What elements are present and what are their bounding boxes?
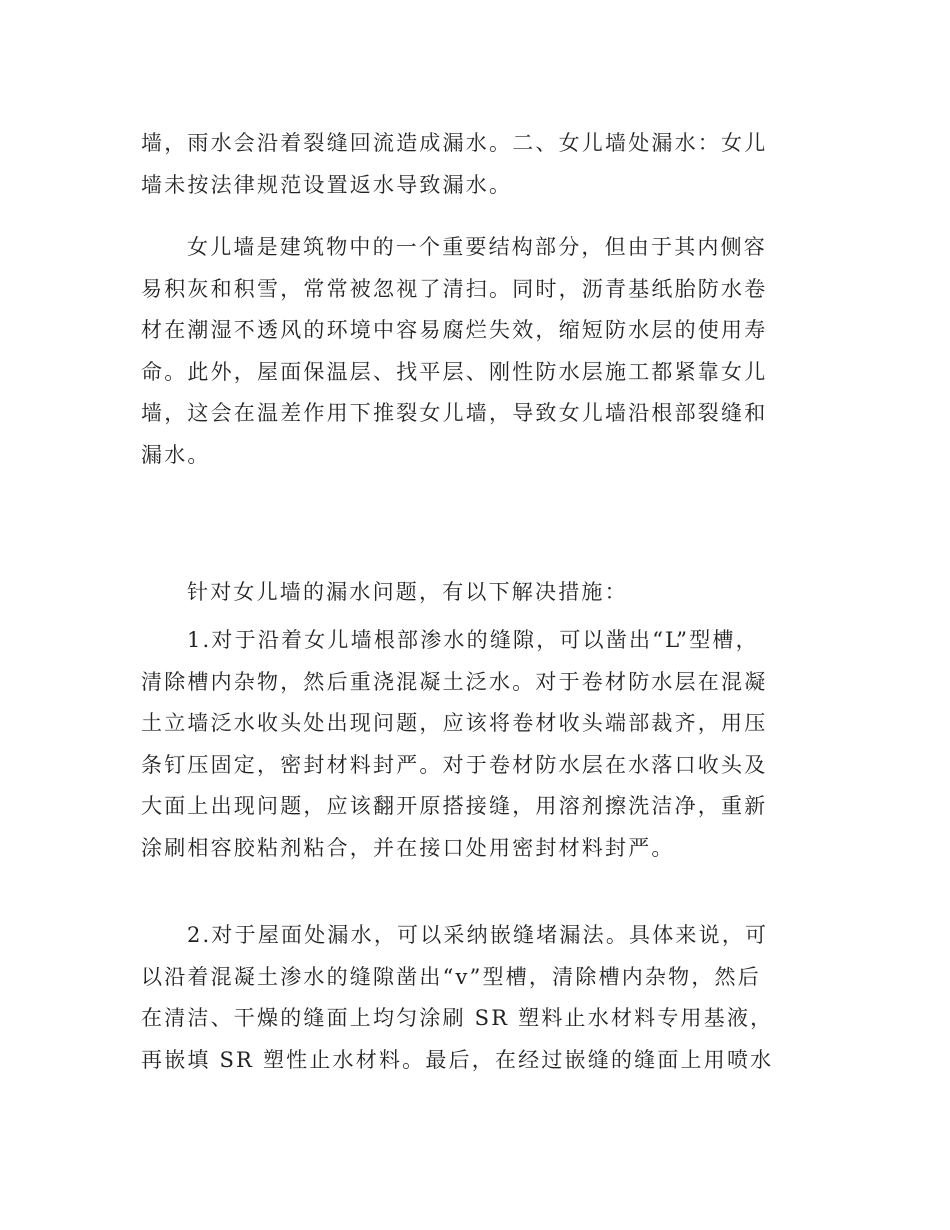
text-line: 女儿墙是建筑物中的一个重要结构部分，但由于其内侧容 — [187, 235, 767, 259]
text-line: 墙未按法律规范设置返水导致漏水。 — [141, 172, 513, 197]
text-line: 条钉压固定，密封材料封严。对于卷材防水层在水落口收头及 — [141, 752, 768, 777]
text-line: 以沿着混凝土渗水的缝隙凿出“v”型槽，清除槽内杂物，然后 — [141, 964, 761, 989]
text-line: 在清洁、干燥的缝面上均匀涂刷 SR 塑料止水材料专用基液， — [141, 1006, 774, 1031]
text-line: 命。此外，屋面保温层、找平层、刚性防水层施工都紧靠女儿 — [141, 359, 768, 384]
text-line: 1.对于沿着女儿墙根部渗水的缝隙，可以凿出“L”型槽， — [187, 628, 759, 652]
text-line: 墙，雨水会沿着裂缝回流造成漏水。二、女儿墙处漏水：女儿 — [141, 131, 768, 155]
text-line: 漏水。 — [141, 442, 211, 467]
paragraph-solution-2 — [141, 915, 811, 1081]
text-line: 墙，这会在温差作用下推裂女儿墙，导致女儿墙沿根部裂缝和 — [141, 401, 768, 426]
text-line: 易积灰和积雪，常常被忽视了清扫。同时，沥青基纸胎防水卷 — [141, 276, 768, 301]
text-line: 涂刷相容胶粘剂粘合，并在接口处用密封材料封严。 — [141, 835, 675, 860]
paragraph-solutions-intro — [141, 572, 811, 614]
text-line: 材在潮湿不透风的环境中容易腐烂失效，缩短防水层的使用寿 — [141, 318, 768, 343]
paragraph-solution-1 — [141, 620, 811, 870]
paragraph-continuation — [141, 123, 811, 206]
paragraph-parapet-description — [141, 227, 811, 477]
text-line: 针对女儿墙的漏水问题，有以下解决措施： — [187, 580, 628, 604]
text-line: 再嵌填 SR 塑性止水材料。最后，在经过嵌缝的缝面上用喷水 — [141, 1047, 774, 1072]
text-line: 土立墙泛水收头处出现问题，应该将卷材收头端部裁齐，用压 — [141, 711, 768, 736]
text-line: 2.对于屋面处漏水，可以采纳嵌缝堵漏法。具体来说，可 — [187, 923, 769, 947]
text-line: 大面上出现问题，应该翻开原搭接缝，用溶剂擦洗洁净，重新 — [141, 794, 768, 819]
text-line: 清除槽内杂物，然后重浇混凝土泛水。对于卷材防水层在混凝 — [141, 669, 768, 694]
